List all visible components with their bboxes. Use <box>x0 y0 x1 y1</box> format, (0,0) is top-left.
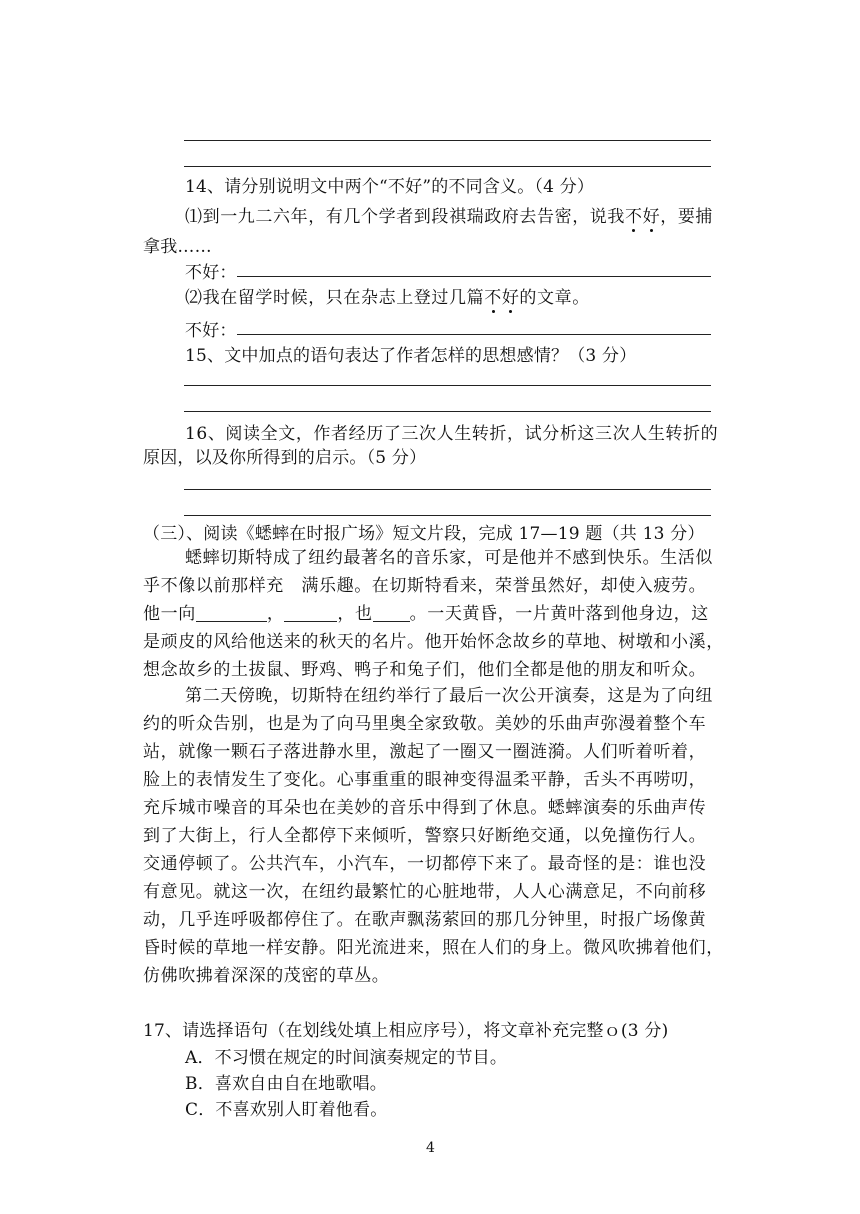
q14-item2-text: ⑵我在留学时候，只在杂志上登过几篇 <box>185 288 485 308</box>
passage-text: ， <box>266 604 285 624</box>
q14-answer-line-2[interactable] <box>237 334 711 335</box>
q15-answer-line[interactable] <box>184 385 711 386</box>
passage-line: 站，就像一颗石子落进静水里，激起了一圈又一圈涟漪。人们听着听着， <box>143 742 707 762</box>
passage-line: 蟋蟀切斯特成了纽约最著名的音乐家，可是他并不感到快乐。生活似 <box>185 548 713 568</box>
passage-line: 乎不像以前那样充 满乐趣。在切斯特看来，荣誉虽然好，却使入疲劳。 <box>143 576 707 596</box>
emphasis-dot-char: 好 <box>501 288 520 308</box>
q14-answer-label: 不好： <box>185 263 237 283</box>
passage-line: 昏时候的草地一样安静。阳光流进来，照在人们的身上。微风吹拂着他们， <box>143 938 724 958</box>
passage-line: 想念故乡的土拔鼠、野鸡、鸭子和兔子们，他们全都是他的朋友和听众。 <box>143 660 707 680</box>
passage-line: 是顽皮的风给他送来的秋天的名片。他开始怀念故乡的草地、树墩和小溪， <box>143 632 724 652</box>
section3-title: （三）、阅读《蟋蟀在时报广场》短文片段，完成 17—19 题（共 13 分） <box>143 524 705 544</box>
passage-line: 到了大街上，行人全都停下来倾听，警察只好断绝交通，以免撞伤行人。 <box>143 826 707 846</box>
passage-line: 充斥城市噪音的耳朵也在美妙的音乐中得到了休息。蟋蟀演奏的乐曲声传 <box>143 798 707 818</box>
q17-option-c: C．不喜欢别人盯着他看。 <box>185 1100 388 1120</box>
passage-line: 约的听众告别，也是为了向马里奥全家致敬。美妙的乐曲声弥漫着整个车 <box>143 714 707 734</box>
passage-line: 第二天傍晚，切斯特在纽约举行了最后一次公开演奏，这是为了向纽 <box>185 686 713 706</box>
passage-text: ，也 <box>337 604 373 624</box>
q15-answer-line[interactable] <box>184 411 711 412</box>
fill-blank-3[interactable] <box>373 605 410 622</box>
q14-item2-text-end: 的文章。 <box>519 288 590 308</box>
answer-line <box>184 166 711 167</box>
passage-line: 动，几乎连呼吸都停住了。在歌声飘荡萦回的那几分钟里，时报广场像黄 <box>143 910 707 930</box>
passage-line: 交通停顿了。公共汽车，小汽车，一切都停下来了。最奇怪的是：谁也没 <box>143 854 707 874</box>
page-number: 4 <box>426 1140 435 1156</box>
answer-line <box>184 140 711 141</box>
emphasis-dot-char: 好 <box>642 207 661 227</box>
q14-item1-text-end: ，要捕 <box>660 207 714 227</box>
q16-text-line1: 16、阅读全文，作者经历了三次人生转折，试分析这三次人生转折的 <box>185 424 719 444</box>
fill-blank-1[interactable] <box>196 605 267 622</box>
passage-line: 脸上的表情发生了变化。心事重重的眼神变得温柔平静，舌头不再唠叨， <box>143 770 707 790</box>
emphasis-dot-char: 不 <box>484 288 502 308</box>
q14-item2 <box>185 288 590 308</box>
q15-title: 15、文中加点的语句表达了作者怎样的思想感情？（3 分） <box>185 346 637 366</box>
q16-answer-line[interactable] <box>184 515 711 516</box>
passage-line: 仿佛吹拂着深深的茂密的草丛。 <box>143 966 390 986</box>
passage-line-with-blanks <box>143 604 709 624</box>
passage-line: 有意见。就这一次，在纽约最繁忙的心脏地带，人人心满意足，不向前移 <box>143 882 707 902</box>
q14-title: 14、请分别说明文中两个“不好”的不同含义。（4 分） <box>185 177 595 197</box>
q16-answer-line[interactable] <box>184 489 711 490</box>
q17-option-b: B．喜欢自由自在地歌唱。 <box>185 1074 387 1094</box>
q14-item1 <box>185 207 713 227</box>
passage-text: 。一天黄昏，一片黄叶落到他身边，这 <box>409 604 709 624</box>
q14-answer-line-1[interactable] <box>237 276 711 277</box>
emphasis-dot-char: 不 <box>625 207 643 227</box>
fill-blank-2[interactable] <box>284 605 337 622</box>
q16-text-line2: 原因，以及你所得到的启示。（5 分） <box>143 448 427 468</box>
q17-title: 17、请选择语句（在划线处填上相应序号），将文章补充完整ｏ(3 分) <box>143 1021 669 1041</box>
q17-option-a: A．不习惯在规定的时间演奏规定的节目。 <box>185 1048 508 1068</box>
passage-text: 他一向 <box>143 604 196 624</box>
q14-item1-continued: 拿我…… <box>143 237 212 257</box>
q14-item1-text: ⑴到一九二六年，有几个学者到段祺瑞政府去告密，说我 <box>185 207 625 227</box>
q14-answer-label: 不好： <box>185 321 237 341</box>
